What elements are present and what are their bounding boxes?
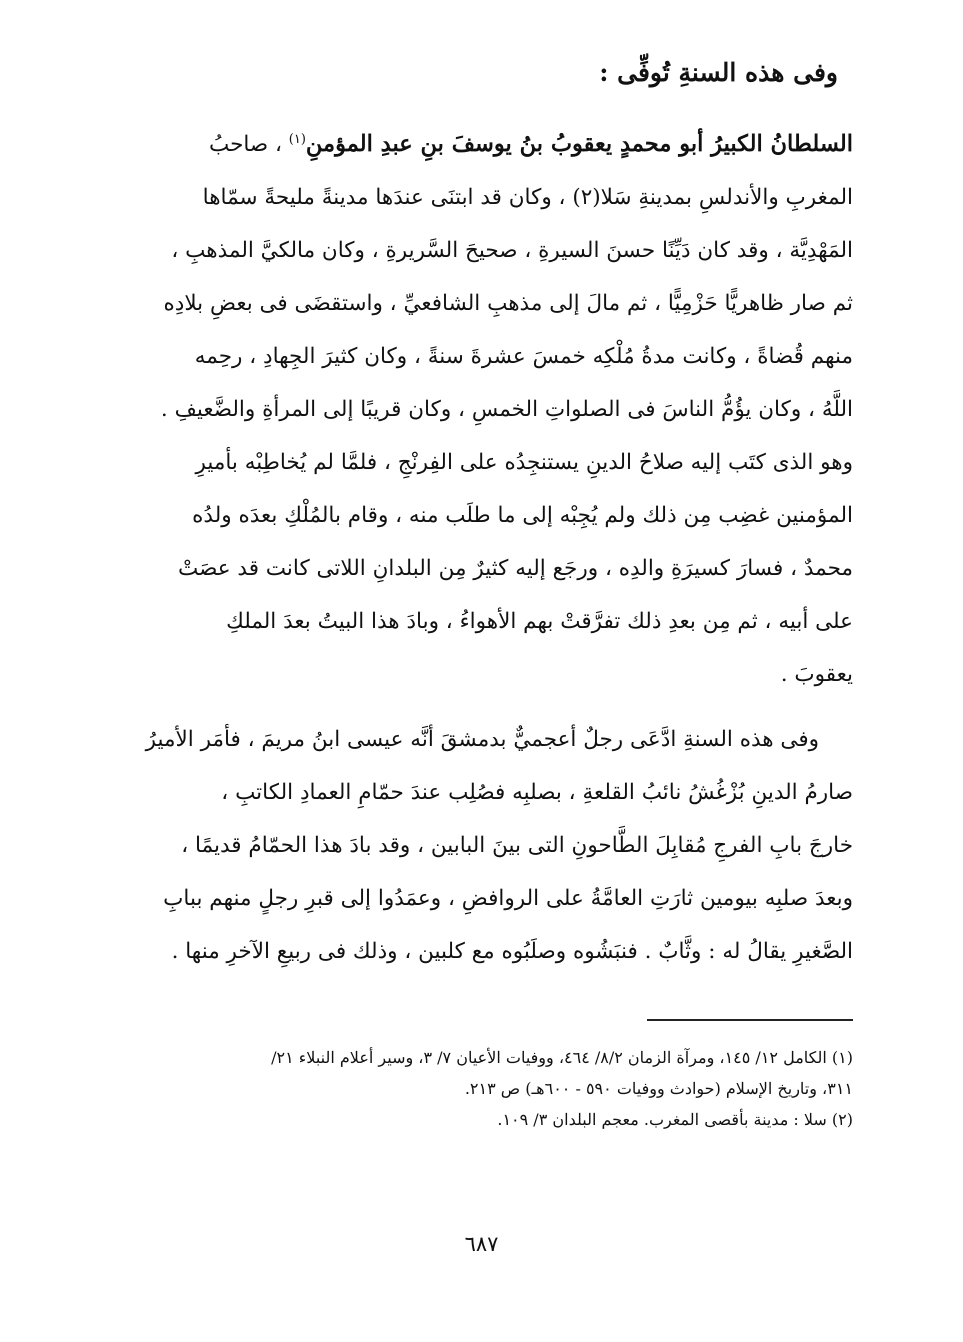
text-line: ثم صار ظاهريًّا حَزْمِيًّا ، ثم مالَ إلى مذهبِ الشافعيِّ ، واستقضَى فى بعضِ بلادِه <box>163 291 853 316</box>
footnote-separator <box>647 1019 853 1021</box>
text-line <box>141 118 853 171</box>
sultan-name: السلطانُ الكبيرُ أبو محمدٍ يعقوبُ بنُ يوسفَ بنِ عبدِ المؤمنِ <box>305 131 853 157</box>
text-line: المؤمنين غضِب مِن ذلك ولم يُجِبْه إلى ما طلَب منه ، وقام بالمُلْكِ بعدَه ولدُه <box>192 503 853 528</box>
text-line: وبعدَ صلبِه بيومين ثارَتِ العامَّةُ على الروافضِ ، وعمَدُوا إلى قبرِ رجلٍ منهم ببابِ <box>163 886 853 911</box>
text-line: وهو الذى كتَب إليه صلاحُ الدينِ يستنجِدُه على الفِرنْجِ ، فلمَّا لم يُخاطِبْه بأميرِ <box>195 450 853 475</box>
footnote-line: ٣١١، وتاريخ الإسلام (حوادث ووفيات ٥٩٠ - ٦٠٠هـ) ص ٢١٣. <box>464 1079 853 1098</box>
text-line: محمدٌ ، فسارَ كسيرَةِ والدِه ، ورجَع إليه كثيرٌ مِن البلدانِ اللاتى كانت قد عصَتْ <box>177 556 853 581</box>
text-line: يعقوبَ . <box>780 662 853 687</box>
text-line: اللَّهُ ، وكان يؤُمُّ الناسَ فى الصلواتِ الخمسِ ، وكان قريبًا إلى المرأةِ والضَّعيفِ . <box>160 397 853 422</box>
footnote-marker-1[interactable]: (١) <box>288 131 306 147</box>
text-line: منهم قُضاةً ، وكانت مدةُ مُلْكِه خمسَ عشرةَ سنةً ، وكان كثيرَ الجِهادِ ، رحِمه <box>194 344 853 369</box>
paragraph-break <box>141 701 853 713</box>
text-line: الصَّغيرِ يقالُ له : وثَّابٌ . فنبَشُوه وصلَبُوه مع كلبين ، وذلك فى ربيعِ الآخرِ منها . <box>171 939 853 964</box>
main-text <box>141 118 853 978</box>
footnotes <box>141 1042 853 1135</box>
text-line: على أبيه ، ثم مِن بعدِ ذلك تفرَّقتْ بهم الأهواءُ ، وبادَ هذا البيتُ بعدَ الملكِ <box>226 609 853 634</box>
page-number: ٦٨٧ <box>464 1232 499 1256</box>
text-line: خارجَ بابِ الفرجِ مُقابِلَ الطَّاحونِ التى بينَ البابين ، وقد بادَ هذا الحمّامُ قديمًا ، <box>181 833 853 858</box>
sultan-title: ، صاحبُ <box>208 132 289 157</box>
text-line: المَهْدِيَّة ، وقد كان دَيِّنًا حسنَ السيرةِ ، صحيحَ السَّريرةِ ، وكان مالكيَّ المذهبِ ، <box>171 238 853 263</box>
section-heading: وفى هذه السنةِ تُوفِّى : <box>599 58 838 87</box>
text-line: صارمُ الدينِ بُزْغُشُ نائبُ القلعةِ ، بصلبِه فصُلِب عندَ حمّامِ العمادِ الكاتبِ ، <box>221 780 853 805</box>
text-line: المغربِ والأندلسِ بمدينةِ سَلا(٢) ، وكان قد ابتنَى عندَها مدينةً مليحةً سمّاها <box>202 185 853 210</box>
footnote-line: (٢) سلا : مدينة بأقصى المغرب. معجم البلدان ٣/ ١٠٩. <box>497 1110 853 1129</box>
text-line: وفى هذه السنةِ ادَّعَى رجلٌ أعجميٌّ بدمشقَ أنَّه عيسى ابنُ مريمَ ، فأمَر الأميرُ <box>145 727 819 752</box>
footnote-line: (١) الكامل ١٢/ ١٤٥، ومرآة الزمان ٨/٢/ ٤٦٤، ووفيات الأعيان ٧/ ٣، وسير أعلام النبلاء ٢١/ <box>271 1048 853 1067</box>
